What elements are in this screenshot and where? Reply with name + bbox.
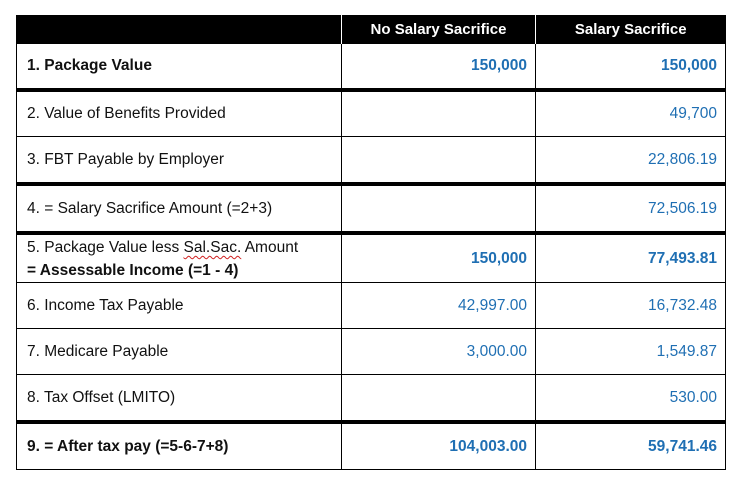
no-sacrifice-value: 3,000.00 xyxy=(342,329,536,375)
table-row xyxy=(17,137,726,185)
label-text: Amount xyxy=(241,239,299,256)
header-blank-cell xyxy=(17,15,342,44)
row-label: 2. Value of Benefits Provided xyxy=(17,90,342,137)
label-text: 5. Package Value less xyxy=(27,239,184,256)
table-row xyxy=(17,44,726,91)
no-sacrifice-value: 42,997.00 xyxy=(342,283,536,329)
sacrifice-value: 530.00 xyxy=(536,375,726,423)
table-row xyxy=(17,90,726,137)
table-row xyxy=(17,233,726,283)
table-row xyxy=(17,375,726,423)
sacrifice-value: 1,549.87 xyxy=(536,329,726,375)
sacrifice-value: 22,806.19 xyxy=(536,137,726,185)
sacrifice-value: 16,732.48 xyxy=(536,283,726,329)
sacrifice-value: 77,493.81 xyxy=(536,233,726,283)
header-row xyxy=(17,15,726,44)
row-label: 9. = After tax pay (=5-6-7+8) xyxy=(17,422,342,470)
row-label-line2: = Assessable Income (=1 - 4) xyxy=(27,262,239,279)
row-label: 6. Income Tax Payable xyxy=(17,283,342,329)
row-label: 4. = Salary Sacrifice Amount (=2+3) xyxy=(17,184,342,233)
table-row xyxy=(17,422,726,470)
spellcheck-flagged-word: Sal.Sac. xyxy=(183,239,242,256)
no-sacrifice-value: 104,003.00 xyxy=(342,422,536,470)
row-label: 3. FBT Payable by Employer xyxy=(17,137,342,185)
row-label xyxy=(17,233,342,283)
sacrifice-value: 59,741.46 xyxy=(536,422,726,470)
sacrifice-value: 150,000 xyxy=(536,44,726,91)
no-sacrifice-value xyxy=(342,184,536,233)
table-row xyxy=(17,329,726,375)
row-label: 8. Tax Offset (LMITO) xyxy=(17,375,342,423)
table-row xyxy=(17,283,726,329)
sacrifice-value: 49,700 xyxy=(536,90,726,137)
row-label-line1 xyxy=(27,236,333,259)
salary-sacrifice-comparison-table xyxy=(16,15,726,470)
row-label: 1. Package Value xyxy=(17,44,342,91)
header-no-salary-sacrifice: No Salary Sacrifice xyxy=(342,15,536,44)
row-label: 7. Medicare Payable xyxy=(17,329,342,375)
sacrifice-value: 72,506.19 xyxy=(536,184,726,233)
no-sacrifice-value: 150,000 xyxy=(342,44,536,91)
no-sacrifice-value xyxy=(342,375,536,423)
table-row xyxy=(17,184,726,233)
no-sacrifice-value xyxy=(342,137,536,185)
header-salary-sacrifice: Salary Sacrifice xyxy=(536,15,726,44)
no-sacrifice-value: 150,000 xyxy=(342,233,536,283)
no-sacrifice-value xyxy=(342,90,536,137)
